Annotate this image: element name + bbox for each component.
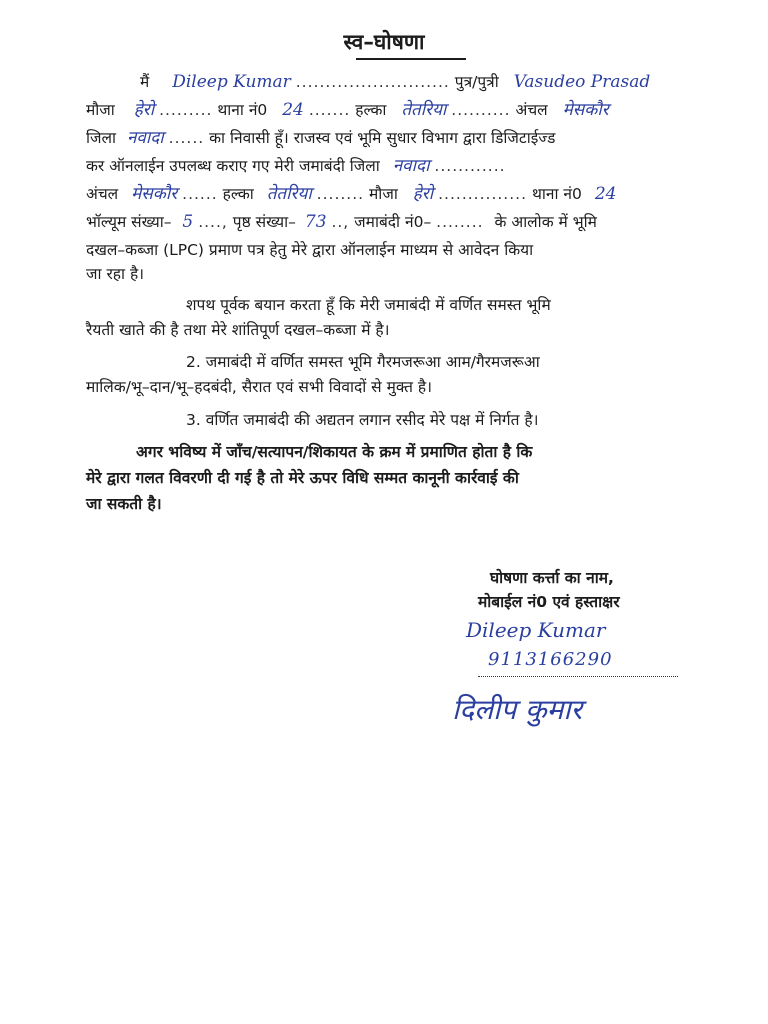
thana-label-2: थाना नं0 <box>531 185 582 203</box>
page-value: 73 <box>304 212 327 232</box>
oath-line-1: शपथ पूर्वक बयान करता हूँ कि मेरी जमाबंदी में वर्णित समस्त भूमि <box>186 296 551 314</box>
mauja-value: हेरो <box>133 100 155 120</box>
warning-line-2: मेरे द्वारा गलत विवरणी दी गई है तो मेरे ऊपर विधि सम्मत कानूनी कार्रवाई की <box>86 469 519 487</box>
zila-label: जिला <box>86 129 117 147</box>
mauja-value-2: हेरो <box>412 184 434 204</box>
oath-line-2: रैयती खाते की है तथा मेरे शांतिपूर्ण दखल–कब्जा में है। <box>86 321 390 339</box>
signature-label-1: घोषणा कर्त्ता का नाम, <box>490 569 614 587</box>
jamabandi-label: जमाबंदी नं0– <box>354 213 432 231</box>
title-underline <box>356 58 466 60</box>
district-value: नवादा <box>126 128 164 148</box>
mauja-line <box>86 100 609 120</box>
district-value-2: नवादा <box>392 156 430 176</box>
application-line: जा रहा है। <box>86 265 145 283</box>
jamabandi-dots: ........ <box>436 213 484 231</box>
thana-value-2: 24 <box>594 184 617 204</box>
warning-line-1: अगर भविष्य में जाँच/सत्यापन/शिकायत के क्रम में प्रमाणित होता है कि <box>136 443 533 461</box>
halka-value: तेतरिया <box>401 100 447 120</box>
fill-dots: ............ <box>434 157 506 175</box>
fill-dots: ...... <box>182 185 218 203</box>
fill-dots: ...., <box>198 213 228 231</box>
fill-dots: .......................... <box>295 73 450 91</box>
clause-3-line: 3. वर्णित जमाबंदी की अद्यतन लगान रसीद मेरे पक्ष में निर्गत है। <box>186 411 539 429</box>
volume-label: भॉल्यूम संख्या– <box>86 213 172 231</box>
online-line <box>86 156 506 176</box>
declarant-name: Dileep Kumar <box>172 72 291 92</box>
fill-dots: .......... <box>451 101 511 119</box>
fill-dots: .., <box>331 213 350 231</box>
fill-dots: ......... <box>159 101 213 119</box>
online-text: कर ऑनलाईन उपलब्ध कराए गए मेरी जमाबंदी जिला <box>86 157 380 175</box>
clause-2-line-1: 2. जमाबंदी में वर्णित समस्त भूमि गैरमजरूआ आम/गैरमजरूआ <box>186 353 540 371</box>
district-line <box>86 128 555 148</box>
main-label: मैं <box>140 73 150 91</box>
son-of-label: पुत्र/पुत्री <box>454 73 499 91</box>
halka-label-2: हल्का <box>222 185 254 203</box>
alok-text: के आलोक में भूमि <box>494 213 597 231</box>
fill-dots: ............... <box>438 185 528 203</box>
fill-dots: ........ <box>316 185 365 203</box>
declarant-line <box>140 72 650 92</box>
thana-value: 24 <box>282 100 304 120</box>
anchal-value: मेसकौर <box>562 100 609 120</box>
thana-label: थाना नं0 <box>217 101 268 119</box>
volume-value: 5 <box>182 212 194 232</box>
anchal-label-2: अंचल <box>86 185 119 203</box>
anchal-line <box>86 184 616 204</box>
handwritten-name: Dileep Kumar <box>466 618 606 642</box>
halka-value-2: तेतरिया <box>266 184 312 204</box>
anchal-label: अंचल <box>515 101 548 119</box>
mauja-label-2: मौजा <box>369 185 398 203</box>
hindi-signature: दिलीप कुमार <box>452 693 583 726</box>
mauja-label: मौजा <box>86 101 115 119</box>
lpc-line: दखल–कब्जा (LPC) प्रमाण पत्र हेतु मेरे द्वारा ऑनलाईन माध्यम से आवेदन किया <box>86 241 534 259</box>
fill-dots: ...... <box>168 129 205 147</box>
handwritten-mobile: 9113166290 <box>488 649 613 670</box>
halka-label: हल्का <box>355 101 387 119</box>
anchal-value-2: मेसकौर <box>131 184 178 204</box>
fill-dots: ....... <box>308 101 351 119</box>
signature-divider <box>478 676 678 677</box>
clause-2-line-2: मालिक/भू–दान/भू–हदबंदी, सैरात एवं सभी विवादों से मुक्त है। <box>86 378 433 396</box>
page-title: स्व–घोषणा <box>343 30 425 54</box>
page-label: पृष्ठ संख्या– <box>232 213 296 231</box>
father-name: Vasudeo Prasad <box>513 72 651 92</box>
signature-label-2: मोबाईल नं0 एवं हस्ताक्षर <box>478 593 620 611</box>
resident-text: का निवासी हूँ। राजस्व एवं भूमि सुधार विभाग द्वारा डिजिटाईज्ड <box>209 129 556 147</box>
volume-line <box>86 212 597 232</box>
warning-line-3: जा सकती है। <box>86 495 162 513</box>
